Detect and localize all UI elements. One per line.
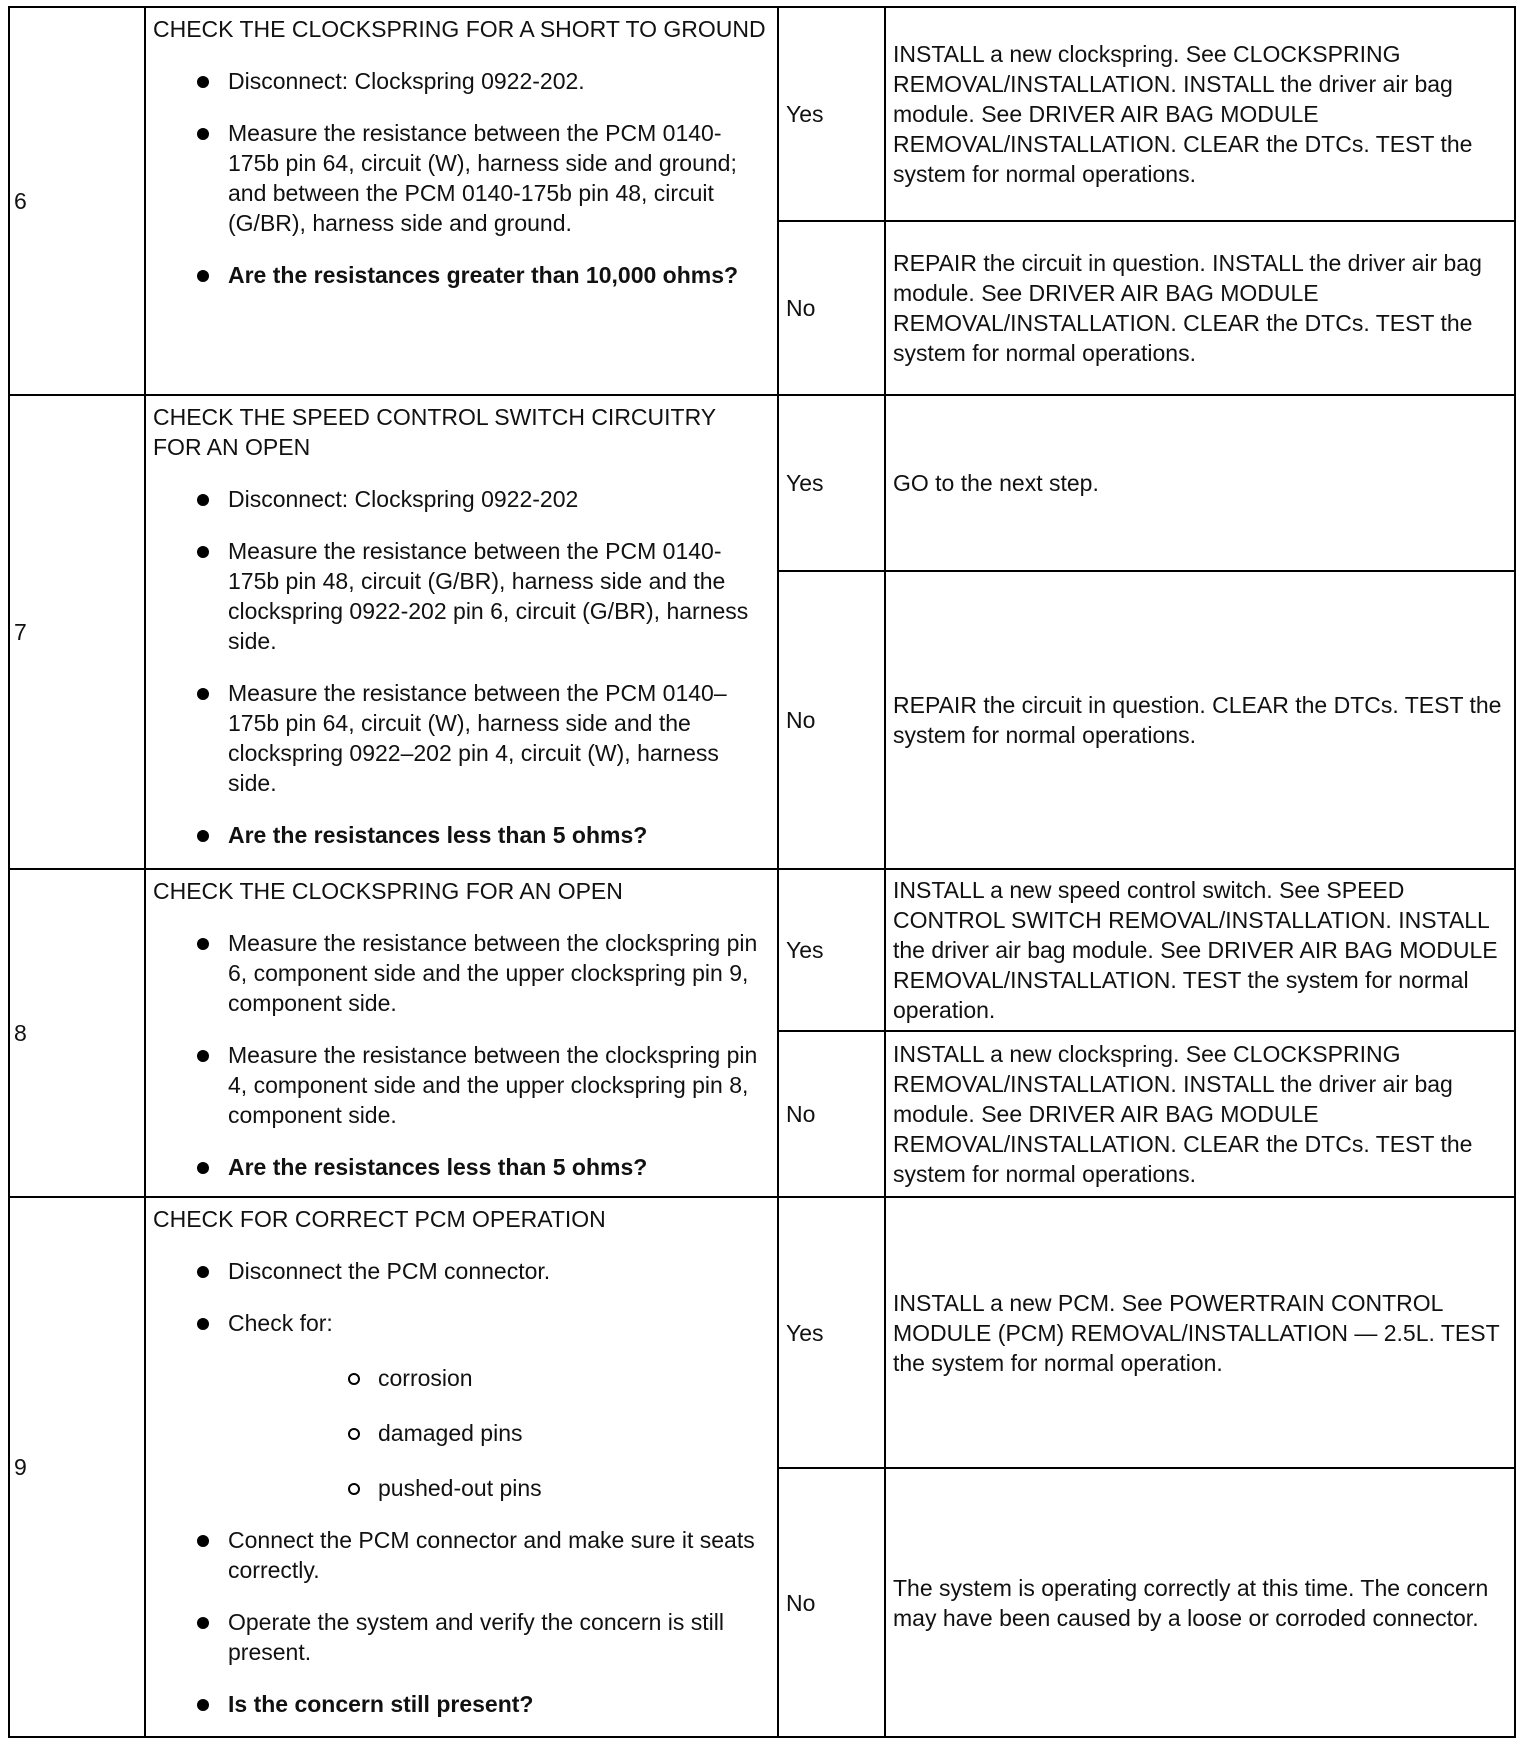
answer-no: No: [778, 221, 885, 395]
step-description: [145, 7, 778, 395]
bullet-item: Disconnect: Clockspring 0922-202.: [153, 66, 769, 96]
step-bullet-list: [153, 484, 769, 850]
bullet-item: Disconnect: Clockspring 0922-202: [153, 484, 769, 514]
bullet-item: Measure the resistance between the clockspring pin 6, component side and the upper clockspring pin 9, component side.: [153, 928, 769, 1018]
answer-yes: Yes: [778, 869, 885, 1031]
bullet-question: Is the concern still present?: [153, 1689, 769, 1719]
step-bullet-list: [153, 928, 769, 1182]
bullet-item: Measure the resistance between the PCM 0140-175b pin 48, circuit (G/BR), harness side and the clockspring 0922-202 pin 6, circuit (G/BR), harness side.: [153, 536, 769, 656]
step-7-yes-row: [9, 395, 1515, 571]
step-bullet-list: [153, 66, 769, 290]
bullet-item: Measure the resistance between the PCM 0140–175b pin 64, circuit (W), harness side and the clockspring 0922–202 pin 4, circuit (W), harness side.: [153, 678, 769, 798]
step-bullet-list: [153, 1256, 769, 1719]
step-description: [145, 869, 778, 1197]
bullet-item-text: Check for:: [228, 1310, 333, 1336]
step-number: 6: [9, 7, 145, 395]
step-number: 8: [9, 869, 145, 1197]
action-yes: INSTALL a new PCM. See POWERTRAIN CONTROL MODULE (PCM) REMOVAL/INSTALLATION — 2.5L. TEST the system for normal operation.: [885, 1197, 1515, 1468]
action-no: The system is operating correctly at this time. The concern may have been caused by a loose or corroded connector.: [885, 1468, 1515, 1737]
step-description: [145, 395, 778, 869]
check-item: pushed-out pins: [228, 1473, 769, 1503]
diagnostic-test-table: [8, 6, 1516, 1738]
bullet-item: Measure the resistance between the PCM 0140-175b pin 64, circuit (W), harness side and ground; and between the PCM 0140-175b pin 48, circuit (G/BR), harness side and ground.: [153, 118, 769, 238]
step-description: [145, 1197, 778, 1737]
bullet-item: [153, 1308, 769, 1503]
bullet-item: Operate the system and verify the concern is still present.: [153, 1607, 769, 1667]
step-6-yes-row: [9, 7, 1515, 221]
step-heading: CHECK THE CLOCKSPRING FOR AN OPEN: [153, 878, 623, 904]
bullet-item: Measure the resistance between the clockspring pin 4, component side and the upper clockspring pin 8, component side.: [153, 1040, 769, 1130]
action-yes: GO to the next step.: [885, 395, 1515, 571]
check-item: damaged pins: [228, 1418, 769, 1448]
action-no: REPAIR the circuit in question. CLEAR the DTCs. TEST the system for normal operations.: [885, 571, 1515, 869]
step-number: 7: [9, 395, 145, 869]
action-no: INSTALL a new clockspring. See CLOCKSPRING REMOVAL/INSTALLATION. INSTALL the driver air bag module. See DRIVER AIR BAG MODULE REMOVAL/INSTALLATION. CLEAR the DTCs. TEST the system for normal operations.: [885, 1031, 1515, 1197]
answer-yes: Yes: [778, 1197, 885, 1468]
bullet-item: Disconnect the PCM connector.: [153, 1256, 769, 1286]
check-item: corrosion: [228, 1363, 769, 1393]
check-for-list: [228, 1363, 769, 1503]
step-heading: CHECK THE CLOCKSPRING FOR A SHORT TO GROUND: [153, 16, 766, 42]
answer-yes: Yes: [778, 395, 885, 571]
answer-no: No: [778, 1031, 885, 1197]
bullet-question: Are the resistances less than 5 ohms?: [153, 820, 769, 850]
bullet-question: Are the resistances greater than 10,000 ohms?: [153, 260, 769, 290]
step-9-yes-row: [9, 1197, 1515, 1468]
answer-no: No: [778, 1468, 885, 1737]
action-yes: INSTALL a new clockspring. See CLOCKSPRING REMOVAL/INSTALLATION. INSTALL the driver air bag module. See DRIVER AIR BAG MODULE REMOVAL/INSTALLATION. CLEAR the DTCs. TEST the system for normal operations.: [885, 7, 1515, 221]
action-no: REPAIR the circuit in question. INSTALL the driver air bag module. See DRIVER AIR BAG MODULE REMOVAL/INSTALLATION. CLEAR the DTCs. TEST the system for normal operations.: [885, 221, 1515, 395]
step-heading: CHECK THE SPEED CONTROL SWITCH CIRCUITRY FOR AN OPEN: [153, 404, 716, 460]
step-8-yes-row: [9, 869, 1515, 1031]
step-heading: CHECK FOR CORRECT PCM OPERATION: [153, 1206, 606, 1232]
action-yes: INSTALL a new speed control switch. See SPEED CONTROL SWITCH REMOVAL/INSTALLATION. INSTALL the driver air bag module. See DRIVER AIR BAG MODULE REMOVAL/INSTALLATION. TEST the system for normal operation.: [885, 869, 1515, 1031]
step-number: 9: [9, 1197, 145, 1737]
bullet-question: Are the resistances less than 5 ohms?: [153, 1152, 769, 1182]
bullet-item: Connect the PCM connector and make sure it seats correctly.: [153, 1525, 769, 1585]
answer-yes: Yes: [778, 7, 885, 221]
answer-no: No: [778, 571, 885, 869]
